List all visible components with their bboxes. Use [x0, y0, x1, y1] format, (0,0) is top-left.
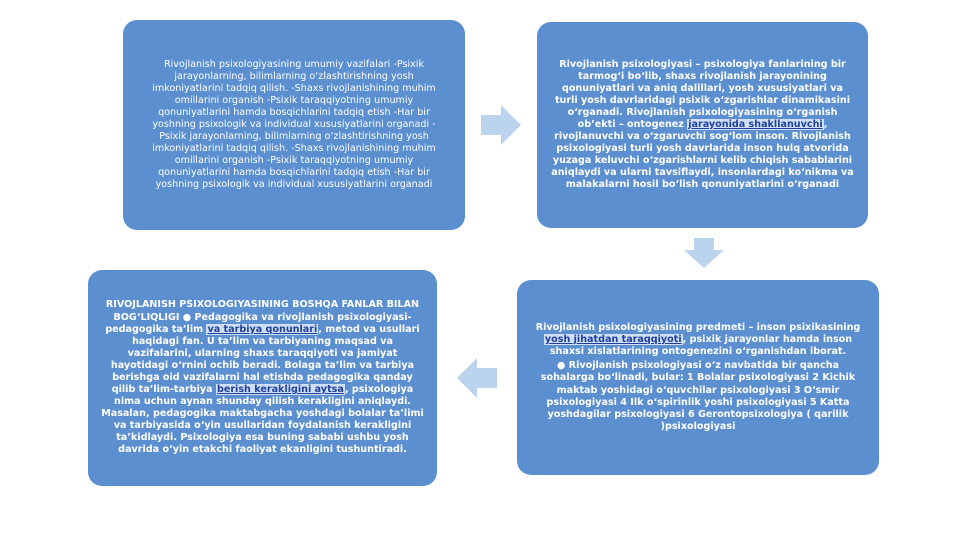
hyperlink[interactable]: jarayonida shakllanuvchi [688, 118, 823, 130]
box-text-subject: Rivojlanish psixologiyasining predmeti – inson psixikasining yosh jihatdan taraqqiyoti, psixik jarayonlar hamda inson shaxsi xislatlarining ontogenezini o‘rganishdan iborat. [535, 322, 861, 358]
hyperlink[interactable]: va tarbiya qonunlari [207, 323, 318, 335]
process-box-definition [537, 22, 868, 228]
box-text: Rivojlanish psixologiyasining umumiy vazifalari -Psixik jarayonlarning, bilimlarning o‘zlashtirishning yosh imkoniyatlarini tadqiq qilish. -Shaxs rivojlanishining muhim omillarini organish -Psixik taraqqiyotning umumiy qonuniyatlarini hamda bosqichlarini tadqiq etish -Har bir yoshning psixologik va individual xususiyatlarini organadi -Psixik jarayonlarning, bilimlarning o‘zlashtirishning yosh imkoniyatlarini tadqiq qilish. -Shaxs rivojlanishining muhim omillarini organish -Psixik taraqqiyotning umumiy qonuniyatlarini hamda bosqichlarini tadqiq etish -Har bir yoshning psixologik va individual xususiyatlarini organadi [152, 58, 436, 191]
process-box-related-sciences [88, 270, 437, 486]
process-box-subject [517, 280, 879, 475]
hyperlink[interactable]: yosh jihatdan taraqqiyoti [544, 334, 682, 346]
arrow-left-icon [457, 358, 497, 398]
box-text-branches: ● Rivojlanish psixologiyasi o‘z navbatida bir qancha sohalarga bo‘linadi, bular: 1 Bolalar psixologiyasi 2 Kichik maktab yoshidagi o‘quvchilar psixologiyasi 3 O‘smir psixologiyasi 4 Ilk o‘spirinlik yoshi psixologiyasi 5 Katta yoshdagilar psixologiyasi 6 Gerontopsixologiya ( qarilik )psixologiyasi [540, 360, 856, 432]
hyperlink[interactable]: berish kerakligini aytsa [216, 384, 344, 396]
arrow-down-icon [684, 238, 724, 268]
arrow-right-icon [481, 105, 521, 145]
box-text: Rivojlanish psixologiyasi – psixologiya fanlarining bir tarmog‘i bo‘lib, shaxs rivojlanish jarayonining qonuniyatlari va aniq dalillari, yosh xususiyatlari va turli yosh davrlaridagi psixik o‘zgarishlar dinamikasini o‘rganadi. Rivojlanish psixologiyasining o‘rganish ob’ekti – ontogenez jarayonida shakllanuvchi, rivojlanuvchi va o‘zgaruvchi sog‘lom inson. Rivojlanish psixologiyasi turli yosh davrlarida inson hulq atvorida yuzaga keluvchi o‘zgarishlarni kelib chiqish sabablarini aniqlaydi va ularni tavsiflaydi, insonlardagi ko‘nikma va malakalarni hosil bo‘lish qonuniyatlarini o‘rganadi [551, 58, 854, 191]
box-text: RIVOJLANISH PSIXOLOGIYASINING BOSHQA FANLAR BILAN BOG‘LIQLIGI ● Pedagogika va rivojlanish psixologiyasi- pedagogika ta’lim va tarbiya qonunlari, metod va usullari haqidagi fan. U ta’lim va tarbiyaning maqsad va vazifalarini, ularning shaxs taraqqiyoti va jamiyat hayotidagi o‘rnini ochib beradi. Bolaga ta’lim va tarbiya berishga oid vazifalarni hal etishda pedagogika qanday qilib ta’lim-tarbiya berish kerakligini aytsa, psixologiya nima uchun aynan shunday qilish kerakligini aniqlaydi. Masalan, pedagogika maktabgacha yoshdagi bolalar ta’limi va tarbiyasida o‘yin usullaridan foydalanish kerakligini ta’kidlaydi. Psixologiya esa buning sababi ushbu yosh davrida o‘yin etakchi faoliyat ekanligini tushuntiradi. [101, 299, 424, 456]
process-box-general-tasks [123, 20, 465, 230]
